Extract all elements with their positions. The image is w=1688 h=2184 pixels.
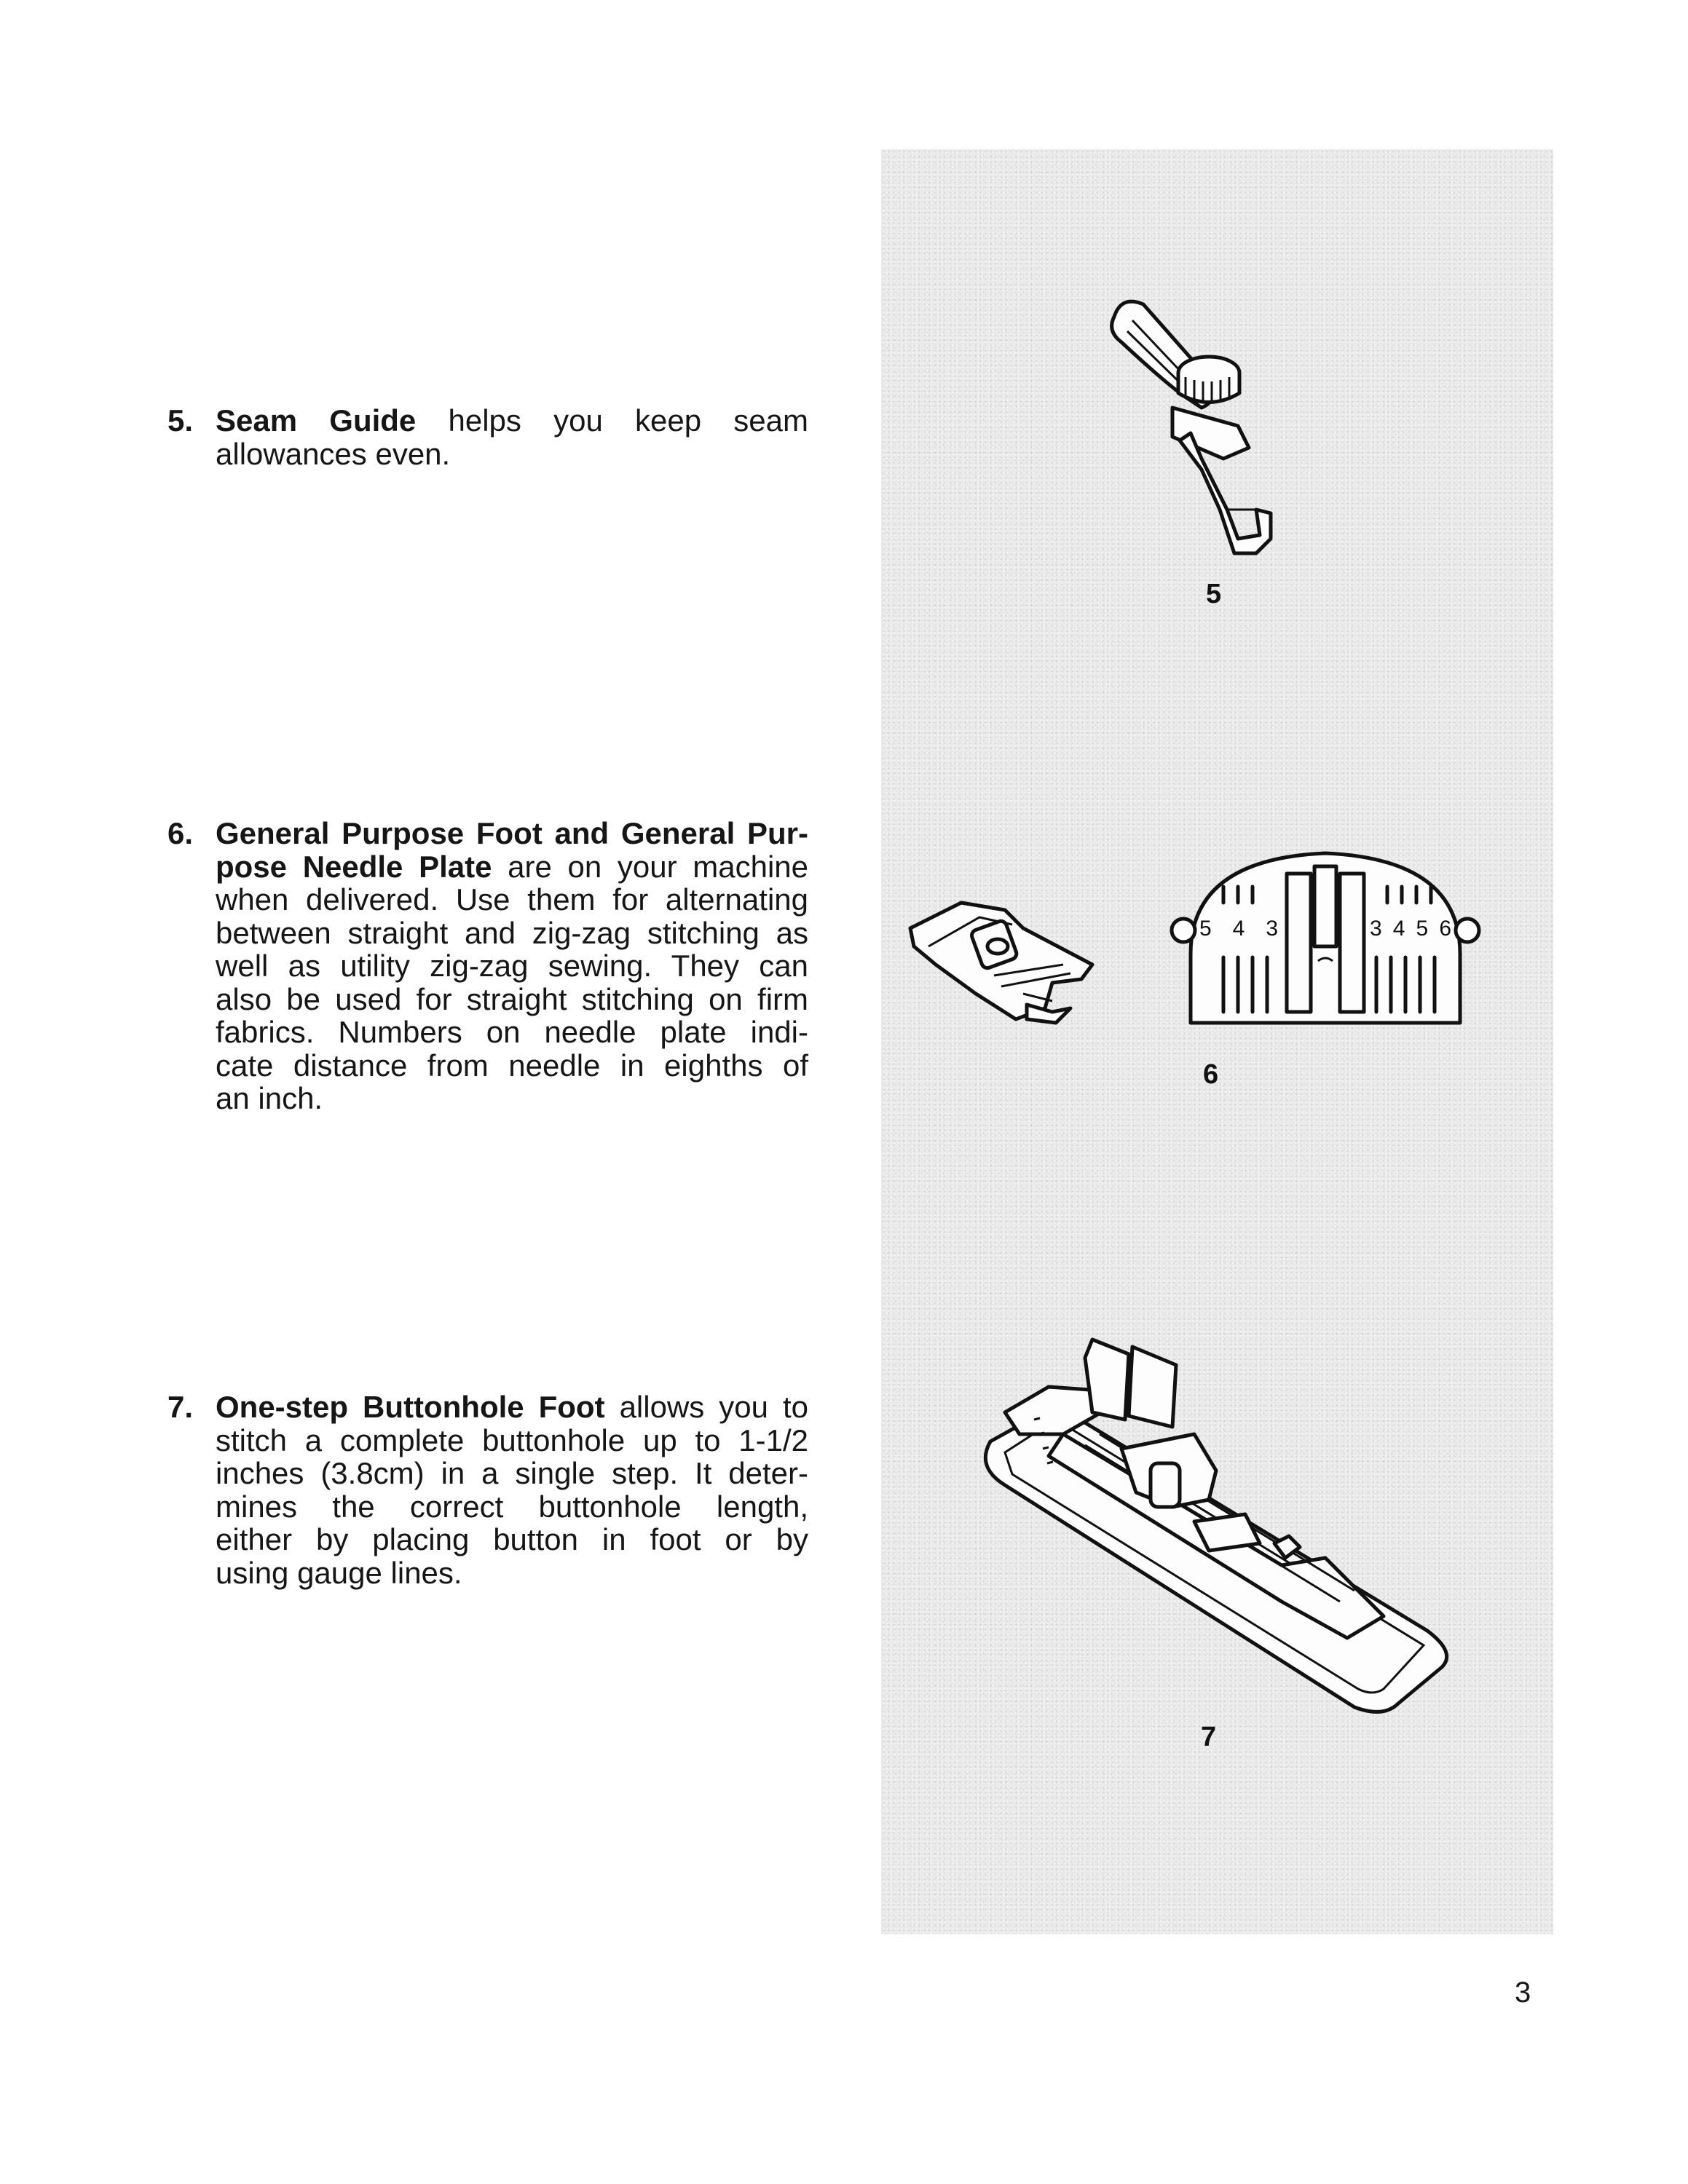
item-term-line: General Purpose Foot and General Pur- <box>216 816 808 850</box>
item-number: 7. <box>167 1390 194 1424</box>
item-number: 6. <box>167 816 194 850</box>
item-term: Seam Guide <box>216 403 417 438</box>
item-line: Seam Guide helps you keep seam <box>216 403 808 438</box>
item-term: One-step Buttonhole Foot <box>216 1390 605 1424</box>
item-line: an inch. <box>216 1081 323 1115</box>
needle-plate-illustration <box>1169 844 1482 1034</box>
plate-right-numbers: 3 4 5 6 <box>1370 917 1451 941</box>
item-line: when delivered. Use them for alternating <box>216 882 808 917</box>
item-term: pose Needle Plate <box>216 849 492 884</box>
figure-caption: 7 <box>1201 1722 1217 1752</box>
item-line: well as utility zig-zag sewing. They can <box>216 949 808 983</box>
item-line: pose Needle Plate are on your machine <box>216 849 808 884</box>
seam-guide-illustration <box>1092 291 1333 575</box>
buttonhole-foot-illustration <box>976 1325 1449 1729</box>
item-seam-guide <box>167 404 808 470</box>
general-purpose-foot-illustration <box>907 885 1147 1030</box>
item-line: fabrics. Numbers on needle plate indi- <box>216 1015 808 1049</box>
item-line: using gauge lines. <box>216 1555 462 1590</box>
figure-caption: 6 <box>1203 1059 1219 1090</box>
page-number: 3 <box>1515 1977 1531 2009</box>
item-general-purpose-foot <box>167 817 808 1115</box>
item-line: between straight and zig-zag stitching as <box>216 915 808 950</box>
item-line: allowances even. <box>216 436 451 471</box>
item-line: cate distance from needle in eighths of <box>216 1048 808 1083</box>
plate-left-numbers: 5 4 3 <box>1199 917 1278 941</box>
item-number: 5. <box>167 403 194 438</box>
item-line: stitch a complete buttonhole up to 1-1/2 <box>216 1423 808 1457</box>
item-line: One-step Buttonhole Foot allows you to <box>216 1390 808 1424</box>
item-line: either by placing button in foot or by <box>216 1522 808 1556</box>
item-line: inches (3.8cm) in a single step. It deter- <box>216 1456 808 1490</box>
item-buttonhole-foot <box>167 1390 808 1589</box>
figure-caption: 5 <box>1206 579 1222 609</box>
item-line: also be used for straight stitching on firm <box>216 981 808 1016</box>
item-line: mines the correct buttonhole length, <box>216 1489 808 1524</box>
